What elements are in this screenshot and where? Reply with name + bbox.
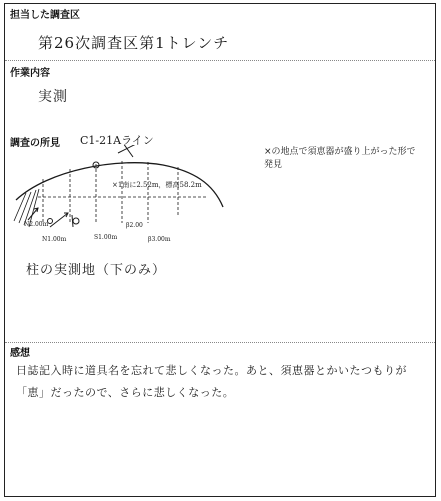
findings-caption: 柱の実測地（下のみ） bbox=[26, 263, 167, 278]
point-marker bbox=[73, 218, 79, 224]
impressions-text: 日誌記入時に道具名を忘れて悲しくなった。あと、須恵器とかいたつもりが「恵」だったので、さらに悲しくなった。 bbox=[16, 364, 407, 399]
cross-label: ×1南に2.52m，標高58.2m bbox=[112, 181, 202, 189]
findings-line-label: C1-21Aライン bbox=[80, 134, 154, 147]
dim-label: β3.00m bbox=[148, 236, 171, 243]
divider bbox=[5, 60, 435, 61]
assigned-area-value: 第26次調査区第1トレンチ bbox=[38, 34, 230, 52]
trench-sketch bbox=[8, 145, 238, 255]
divider bbox=[5, 342, 435, 343]
pointer-mark bbox=[118, 145, 138, 157]
left-label: N2.00m bbox=[24, 221, 49, 228]
findings-note: ×の地点で須恵器が盛り上がった形で発見 bbox=[264, 147, 416, 170]
depth-label: β2.00 bbox=[126, 222, 143, 229]
dim-label: N1.00m bbox=[42, 236, 67, 243]
dim-label: S1.00m bbox=[94, 234, 118, 241]
work-content-label: 作業内容 bbox=[10, 68, 50, 79]
assigned-area-label: 担当した調査区 bbox=[10, 10, 80, 21]
findings-label: 調査の所見 bbox=[10, 138, 60, 149]
impressions-label: 感想 bbox=[10, 348, 30, 359]
work-content-value: 実測 bbox=[38, 89, 68, 105]
